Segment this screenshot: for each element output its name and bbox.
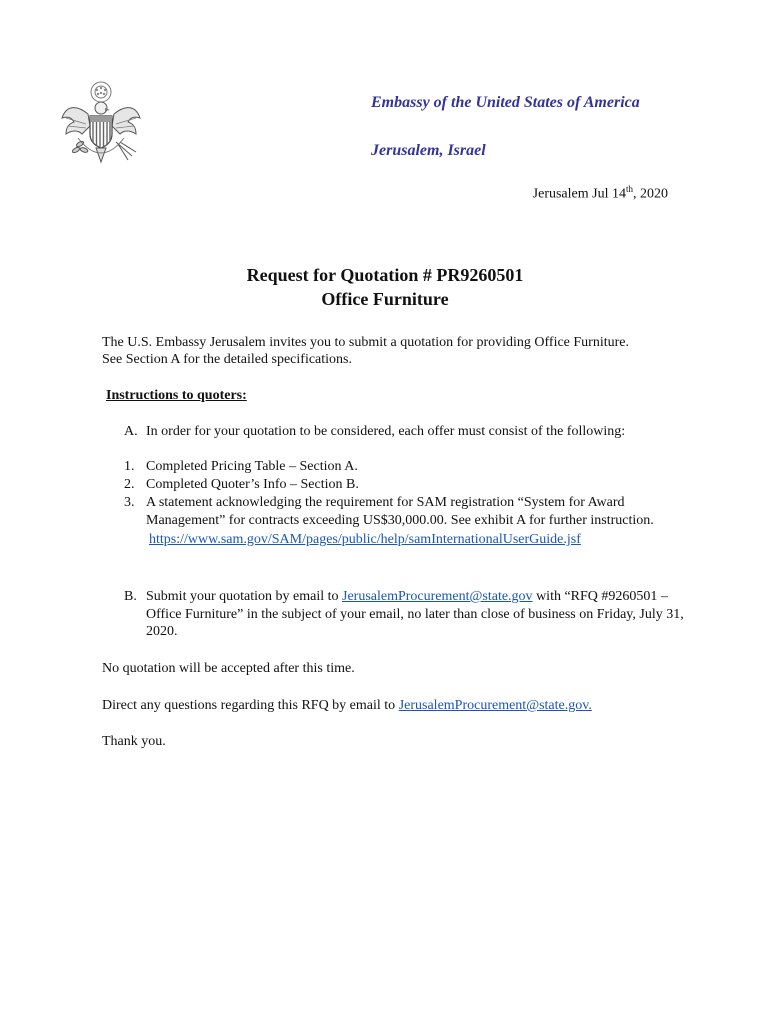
closing-text: Thank you. [102, 734, 166, 749]
section-a-text: In order for your quotation to be considered, each offer must consist of the following: [146, 424, 626, 439]
list-item-number: 3. [124, 495, 135, 510]
requirements-list [124, 458, 684, 549]
questions-text: Direct any questions regarding this RFQ by email to [102, 698, 399, 713]
great-seal-eagle-icon [58, 78, 144, 166]
list-item-number: 1. [124, 459, 135, 474]
list-item [124, 494, 684, 549]
section-a-item [124, 423, 625, 440]
date-ordinal: th [625, 184, 633, 194]
no-quotation-notice: No quotation will be accepted after this time. [102, 661, 355, 676]
procurement-email-link[interactable]: JerusalemProcurement@state.gov [342, 589, 533, 604]
list-item-number: 2. [124, 477, 135, 492]
questions-paragraph [102, 697, 592, 714]
section-b-item [124, 588, 684, 641]
section-b-text [146, 588, 684, 641]
rfq-subtitle: Office Furniture [321, 289, 449, 309]
embassy-name: Embassy of the United States of America [371, 94, 640, 111]
section-b-marker: B. [124, 589, 137, 604]
rfq-title-block [0, 263, 770, 311]
instructions-heading: Instructions to quoters: [106, 388, 247, 403]
list-item-text: Completed Quoter’s Info – Section B. [146, 477, 359, 492]
list-item-text: A statement acknowledging the requirement for SAM registration “System for Award Management” for contracts exceeding US$30,000.00. See exhibit A for further instruction. [146, 495, 654, 528]
embassy-location: Jerusalem, Israel [371, 142, 486, 159]
sam-guide-link[interactable]: https://www.sam.gov/SAM/pages/public/help/samInternationalUserGuide.jsf [149, 532, 581, 547]
list-item-text: Completed Pricing Table – Section A. [146, 459, 358, 474]
section-b-text-before: Submit your quotation by email to [146, 589, 342, 604]
list-item [124, 458, 684, 476]
date-suffix: , 2020 [633, 186, 668, 202]
questions-email-link[interactable]: JerusalemProcurement@state.gov. [398, 698, 592, 713]
document-date [533, 184, 668, 203]
date-prefix: Jerusalem Jul 14 [532, 186, 626, 202]
list-item [124, 476, 684, 494]
list-item-text-wrapper [146, 494, 684, 549]
section-b-text-after: with “RFQ #9260501 – Office Furniture” in the subject of your email, no later than close of business on Friday, July 31, 2020. [146, 589, 684, 639]
rfq-title: Request for Quotation # PR9260501 [246, 265, 524, 285]
intro-paragraph: The U.S. Embassy Jerusalem invites you to submit a quotation for providing Office Furniture. See Section A for the detailed specifications. [102, 335, 629, 367]
section-a-marker: A. [124, 424, 138, 439]
